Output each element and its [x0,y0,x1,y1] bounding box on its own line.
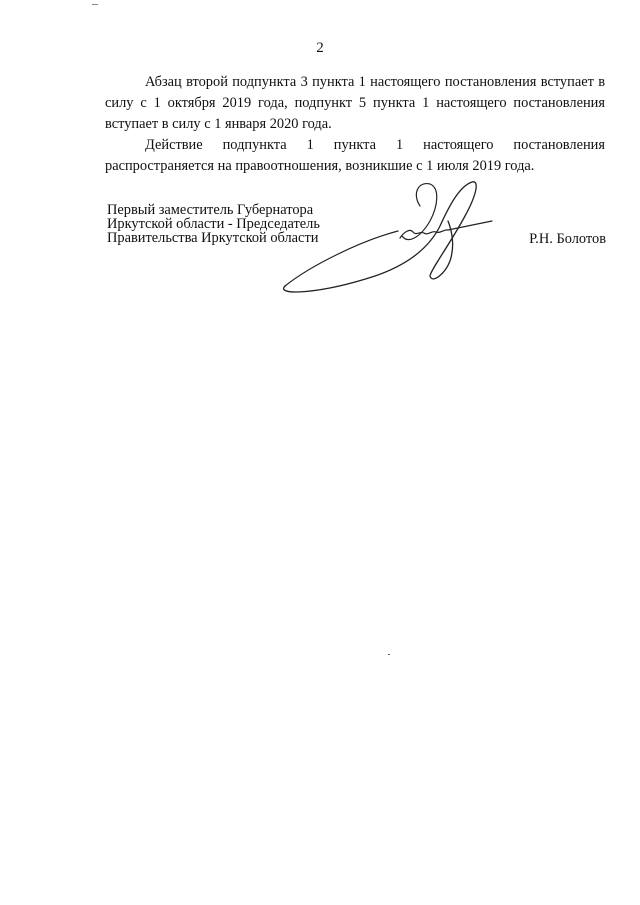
paragraph-effective-dates: Абзац второй подпункта 3 пункта 1 настоящего постановления вступает в силу с 1 октября 2019 года, подпункт 5 пункта 1 настоящего постановления вступает в силу с 1 января 2020 года. [105,74,605,132]
document-body [105,72,605,177]
scan-speck [388,654,390,655]
signatory-name: Р.Н. Болотов [529,231,606,247]
scan-mark [92,4,98,5]
page-number: 2 [316,40,324,56]
signatory-title-line: Иркутской области - Председатель [107,216,320,232]
handwritten-signature [280,176,500,296]
signatory-title-line: Правительства Иркутской области [107,230,319,246]
signatory-title-line: Первый заместитель Губернатора [107,202,314,218]
paragraph-retroactive-application: Действие подпункта 1 пункта 1 настоящего постановления распространяется на правоотношения, возникшие с 1 июля 2019 года. [105,137,605,174]
